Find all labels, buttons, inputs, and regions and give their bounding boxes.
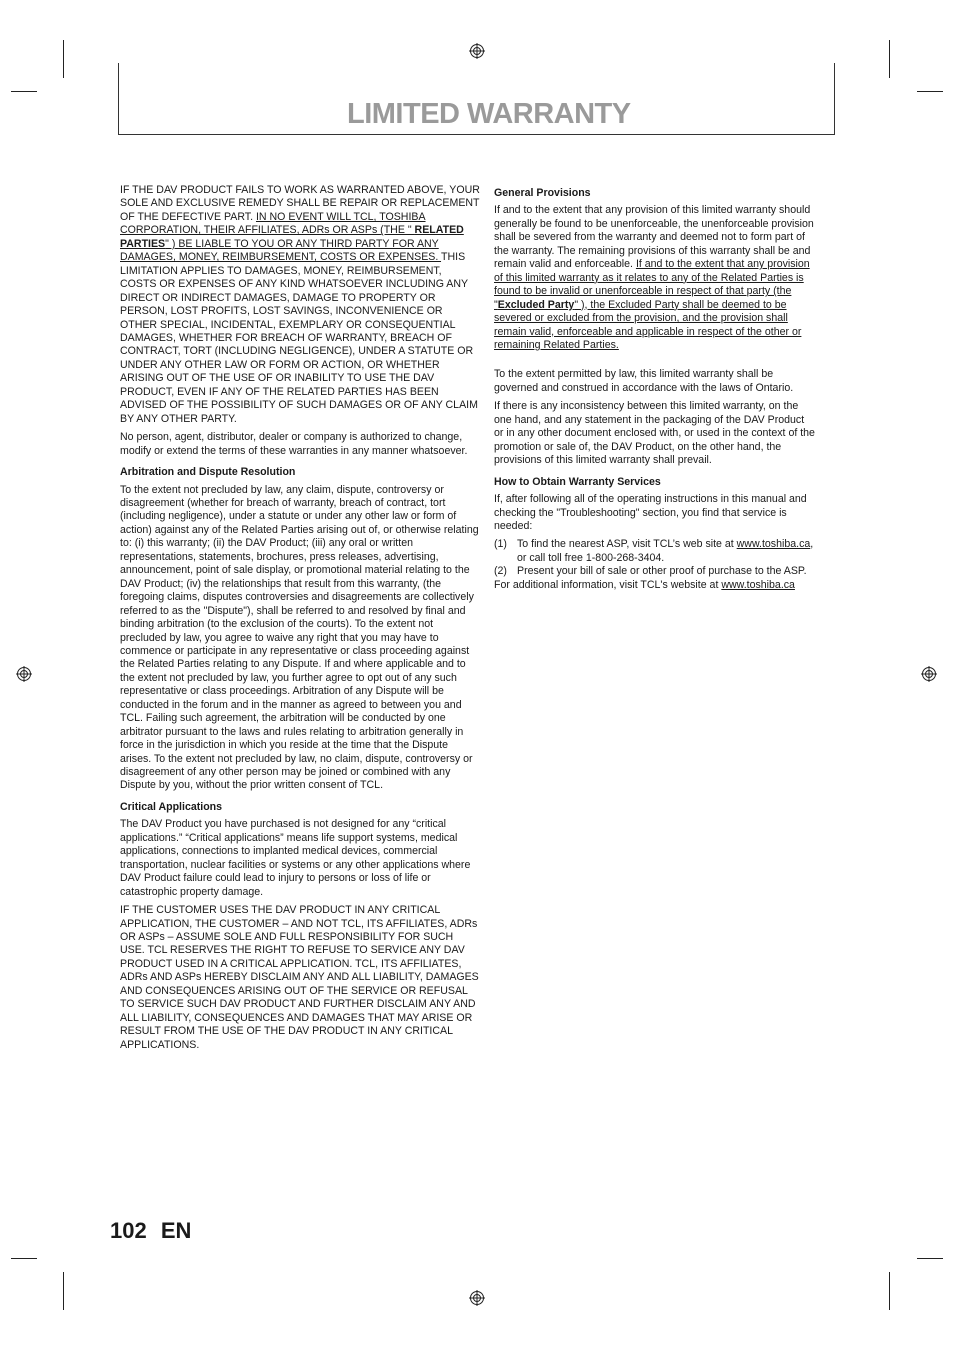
arbitration-paragraph: To the extent not precluded by law, any claim, dispute, controversy or disagreement (whether for breach of warranty, breach of contract, tort (including negligence), under a statute or under any other law or form of action) against any of the Related Parties arising out of, or otherwise relating to: (i) this warranty; (ii) the DAV Product; (iii) any oral or written representations, statements, brochures, press releases, advertising, announcement, point of sale display, or promotional material relating to the DAV Product; (iv) the relationships that result from this warranty, (the foregoing claims, disputes controversies and disagreements are collectively referred to as the "Dispute"), shall be referred to and resolved by final and binding arbitration (to the exclusion of the courts). To the extent not precluded by law, you agree to waive any right that you may have to commence or participate in any representative or class proceeding against the Related Parties relating to any Dispute. If and where applicable and to the extent not precluded by law, you further agree to opt out of any such representative or class proceedings. Arbitration of any Dispute will be conducted in the forum and in the manner as agreed to between you and TCL. Failing such agreement, the arbitration will be conducted by one arbitrator pursuant to the laws and rules relating to arbitration generally in force in the jurisdiction in which you reside at the time that the Dispute arises. To the extent not precluded by law, no claim, dispute, controversy or disagreement of any other person may be joined or combined with any Dispute by you, without the prior written consent of TCL. bbox=[120, 483, 479, 792]
authorization-paragraph: No person, agent, distributor, dealer or company is authorized to change, modify or extend the terms of these warranties in any manner whatsoever. bbox=[120, 431, 468, 457]
registration-mark-icon bbox=[16, 666, 32, 682]
liability-paragraph: IF THE DAV PRODUCT FAILS TO WORK AS WARRANTED ABOVE, YOUR SOLE AND EXCLUSIVE REMEDY SHALL BE REPAIR OR REPLACEMENT OF THE DEFECTIVE PART. IN NO EVENT WILL TCL, TOSHIBA CORPORATION, THEIR AFFILIATES, ADRs OR ASPs (THE " RELATED PARTIES" ) BE LIABLE TO YOU OR ANY THIRD PARTY FOR ANY DAMAGES, MONEY, REIMBURSEMENT, COSTS OR EXPENSES. THIS LIMITATION APPLIES TO DAMAGES, MONEY, REIMBURSEMENT, COSTS OR EXPENSES OF ANY KIND WHATSOEVER INCLUDING ANY DIRECT OR INDIRECT DAMAGES, DAMAGE TO PROPERTY OR PERSON, LOST PROFITS, LOST SAVINGS, INCONVENIENCE OR OTHER SPECIAL, INCIDENTAL, EXEMPLARY OR CONSEQUENTIAL DAMAGES, WHETHER FOR BREACH OF WARRANTY, BREACH OF CONTRACT, TORT (INCLUDING NEGLIGENCE), UNDER A STATUTE OR UNDER ANY OTHER LAW OR FORM OR ACTION, OR WHETHER ARISING OUT OF THE USE OF OR INABILITY TO USE THE DAV PRODUCT, EVEN IF ANY OF THE RELATED PARTIES HAS BEEN ADVISED OF THE POSSIBILITY OF SUCH DAMAGES OR OF ANY CLAIM BY ANY OTHER PARTY. bbox=[120, 184, 480, 425]
general-provisions-paragraph: If and to the extent that any provision of this limited warranty should generally be found to be unenforceable, the unenforceable provision shall be severed from the warranty and deemed not to form part of the warranty. The remaining provisions of this warranty shall be and remain valid and enforceable. If and to the extent that any provision of this limited warranty as it relates to any of the Related Parties is found to be invalid or unenforceable in respect of that party (the "Excluded Party" ), the Excluded Party shall be deemed to be severed or excluded from the provision, and the provision shall remain valid, enforceable and applicable in respect of the other or remaining Related Parties. bbox=[494, 204, 814, 351]
crop-mark bbox=[63, 40, 64, 78]
governing-law-paragraph: To the extent permitted by law, this limited warranty shall be governed and construed in accordance with the laws of Ontario. bbox=[494, 368, 794, 394]
left-column bbox=[120, 184, 480, 1057]
registration-mark-icon bbox=[921, 666, 937, 682]
page-number: 102 EN bbox=[110, 1218, 192, 1243]
crop-mark bbox=[889, 40, 890, 78]
arbitration-heading: Arbitration and Dispute Resolution bbox=[120, 466, 296, 479]
registration-mark-icon bbox=[469, 43, 485, 59]
crop-mark bbox=[889, 1272, 890, 1310]
crop-mark bbox=[11, 91, 37, 92]
obtain-service-paragraph: If, after following all of the operating instructions in this manual and checking the "Troubleshooting" section, you find that service is needed: bbox=[494, 493, 807, 532]
customer-responsibility-paragraph: IF THE CUSTOMER USES THE DAV PRODUCT IN ANY CRITICAL APPLICATION, THE CUSTOMER – AND NOT TCL, ITS AFFILIATES, ADRs OR ASPs – ASSUME SOLE AND FULL RESPONSIBILITY FOR SUCH USE. TCL RESERVES THE RIGHT TO REFUSE TO SERVICE ANY DAV PRODUCT USED IN A CRITICAL APPLICATION. TCL, ITS AFFILIATES, ADRs AND ASPs HEREBY DISCLAIM ANY AND ALL LIABILITY, DAMAGES AND CONSEQUENCES ARISING OUT OF THE SERVICE OR REFUSAL TO SERVICE SUCH DAV PRODUCT AND FURTHER DISCLAIM ANY AND ALL LIABILITY, CONSEQUENCES AND DAMAGES THAT MAY ARISE OR RESULT FROM THE USE OF THE DAV PRODUCT IN ANY CRITICAL APPLICATIONS. bbox=[120, 904, 479, 1051]
crop-mark bbox=[11, 1258, 37, 1259]
page-title: LIMITED WARRANTY bbox=[347, 98, 631, 130]
toshiba-website-link[interactable]: www.toshiba.ca bbox=[721, 578, 795, 591]
obtain-service-heading: How to Obtain Warranty Services bbox=[494, 475, 661, 488]
critical-applications-heading: Critical Applications bbox=[120, 800, 223, 813]
critical-applications-paragraph: The DAV Product you have purchased is not designed for any “critical applications.” “Critical applications” means life support systems, medical applications, connections to implanted medical devices, commercial transportation, nuclear facilities or systems or any other applications where DAV Product failure could lead to injury to persons or loss of life or catastrophic property damage. bbox=[120, 818, 471, 898]
service-steps-list bbox=[494, 538, 816, 578]
right-column bbox=[494, 187, 816, 597]
crop-mark bbox=[917, 91, 943, 92]
registration-mark-icon bbox=[469, 1290, 485, 1306]
general-provisions-heading: General Provisions bbox=[494, 187, 591, 199]
list-item: (2) Present your bill of sale or other proof of purchase to the ASP. bbox=[494, 565, 807, 578]
toshiba-website-link[interactable]: www.toshiba.ca bbox=[736, 538, 811, 551]
inconsistency-paragraph: If there is any inconsistency between this limited warranty, on the one hand, and any statement in the packaging of the DAV Product or in any other document enclosed with, or used in the context of the promotion or sale of, the DAV Product, on the other hand, the provisions of this limited warranty shall prevail. bbox=[494, 400, 815, 467]
crop-mark bbox=[63, 1272, 64, 1310]
list-item: (1) To find the nearest ASP, visit TCL’s web site at www.toshiba.ca, or call toll free 1-800-268-3404. bbox=[494, 538, 814, 564]
crop-mark bbox=[917, 1258, 943, 1259]
additional-info-paragraph: For additional information, visit TCL's website at www.toshiba.ca bbox=[494, 578, 795, 591]
